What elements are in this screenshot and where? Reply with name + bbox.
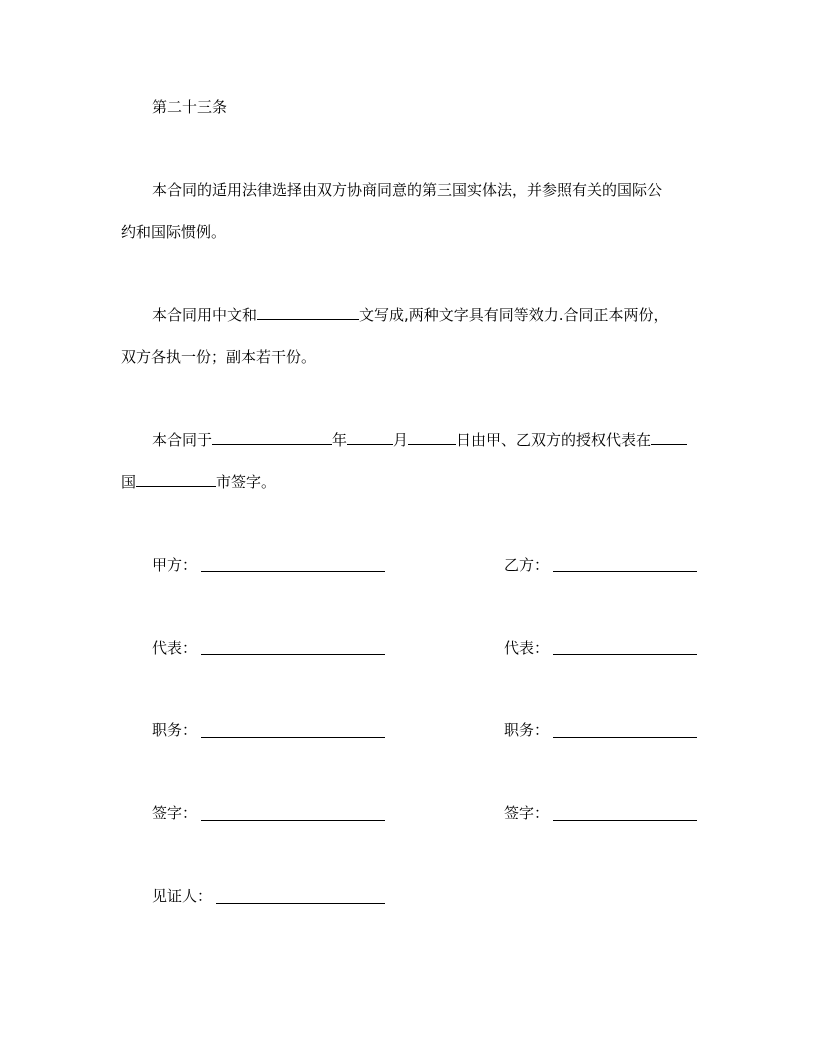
language-text-end: 文写成,两种文字具有同等效力.合同正本两份， (359, 306, 669, 324)
signing-paragraph-line2 (121, 472, 276, 492)
city-sign-text: 市签字。 (216, 473, 277, 491)
rep-b-label: 代表： (504, 639, 550, 657)
sign-a-field[interactable] (201, 820, 385, 821)
year-label: 年 (332, 431, 348, 449)
country-blank[interactable] (651, 430, 687, 445)
rep-b-field[interactable] (553, 654, 697, 655)
signing-text-mid: 日由甲、乙双方的授权代表在 (456, 431, 652, 449)
rep-a-field[interactable] (201, 654, 385, 655)
language-text-start: 本合同用中文和 (152, 306, 258, 324)
country-label: 国 (121, 473, 137, 491)
law-paragraph-line2: 约和国际惯例。 (121, 223, 227, 241)
signing-text-start: 本合同于 (152, 431, 213, 449)
title-a-label: 职务： (152, 721, 198, 739)
signing-paragraph-line1 (152, 430, 687, 450)
month-blank[interactable] (347, 430, 393, 445)
title-a-field[interactable] (201, 737, 385, 738)
second-language-blank[interactable] (257, 305, 359, 320)
witness-label: 见证人： (152, 887, 213, 905)
title-b-field[interactable] (553, 737, 697, 738)
title-b-label: 职务： (504, 721, 550, 739)
party-a-field[interactable] (201, 571, 385, 572)
party-b-label: 乙方： (504, 556, 550, 574)
language-paragraph-line2: 双方各执一份；副本若干份。 (121, 348, 317, 366)
article-title: 第二十三条 (152, 98, 228, 116)
witness-field[interactable] (216, 903, 385, 904)
rep-a-label: 代表： (152, 639, 198, 657)
day-blank[interactable] (408, 430, 456, 445)
month-label: 月 (393, 431, 409, 449)
sign-b-field[interactable] (553, 820, 697, 821)
party-a-label: 甲方： (152, 556, 198, 574)
year-blank[interactable] (212, 430, 332, 445)
sign-a-label: 签字： (152, 804, 198, 822)
party-b-field[interactable] (553, 571, 697, 572)
sign-b-label: 签字： (504, 804, 550, 822)
language-paragraph-line1 (152, 305, 669, 325)
city-blank[interactable] (136, 472, 216, 487)
law-paragraph-line1: 本合同的适用法律选择由双方协商同意的第三国实体法，并参照有关的国际公 (152, 181, 663, 199)
